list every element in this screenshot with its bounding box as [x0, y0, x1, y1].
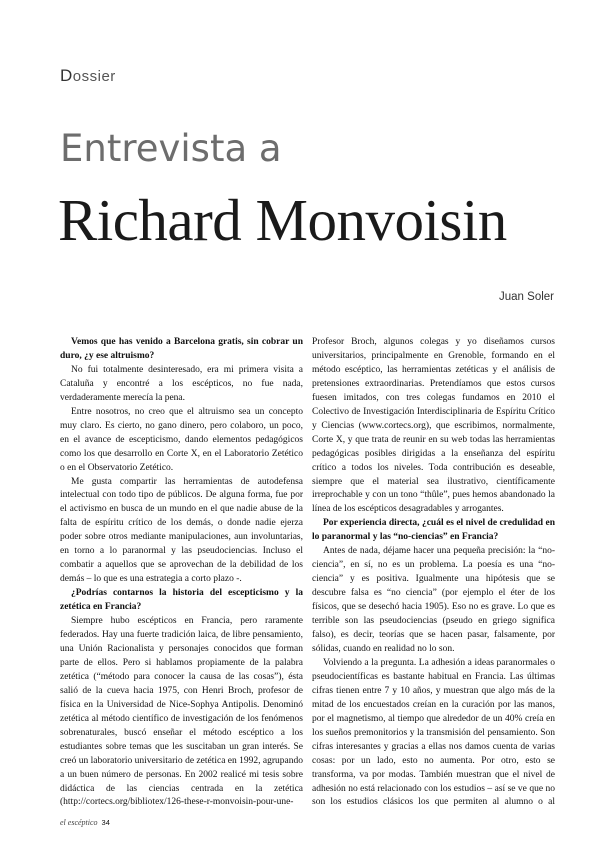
text-column-right — [312, 336, 555, 811]
question-paragraph: Por experiencia directa, ¿cuál es el nivel de credulidad en lo paranormal y las “no-ciencias” en Francia? — [312, 518, 555, 543]
interviewee-name: Richard Monvoisin — [58, 187, 507, 253]
answer-paragraph: Antes de nada, déjame hacer una pequeña precisión: la “no-ciencia”, en sí, no es un problema. La poesía es una “no-ciencia” y es positiva. Igualmente una hipótesis que se descubre falsa es “no ciencia” (por ejemplo el éter de los físicos, que se desechó hacia 1905). Eso no es grave. Lo que es terrible son las pseudociencias (pseudo en griego significa falso), es decir, teorías que se hacen pasar, falsamente, por sólidas, cuando en realidad no lo son. — [312, 546, 555, 654]
answer-paragraph: Me gusta compartir las herramientas de autodefensa intelectual con todo tipo de públicos. De alguna forma, fue por el activismo en busca de un mundo en el que nadie abuse de la falta de espíritu crítico de los demás, o donde nadie ejerza poder sobre otros mediante manipulaciones, aun involuntarias, en torno a lo paranormal y las pseudociencias. Incluso el combatir a aquellos que se aprovechan de la debilidad de los demás – lo que es una estrategia a corto plazo -. — [60, 476, 303, 585]
question-paragraph: ¿Podrías contarnos la historia del escepticismo y la zetética en Francia? — [60, 588, 303, 613]
page-number: 34 — [101, 818, 110, 827]
section-label-initial: D — [60, 66, 73, 85]
section-label — [60, 66, 116, 86]
article-author: Juan Soler — [499, 291, 554, 303]
magazine-name: el escéptico — [60, 818, 98, 827]
page-footer — [60, 818, 110, 827]
answer-paragraph: No fui totalmente desinteresado, era mi primera visita a Cataluña y encontré a los escépticos, no fue nada, verdaderamente merecía la pena. — [60, 364, 303, 403]
text-column-left — [60, 336, 303, 811]
section-label-rest: ossier — [72, 68, 116, 85]
answer-paragraph: Volviendo a la pregunta. La adhesión a ideas paranormales o pseudocientíficas es bastante habitual en Francia. Las últimas cifras tienen entre 7 y 10 años, y muestran que algo más de la mitad de los encuestados creían en la curación por las manos, por el magnetismo, al tiempo que alrededor de un 40% creía en los sueños premonitorios y la transmisión del pensamiento. Son cifras interesantes y gracias a ellas nos damos cuenta de varias cosas: por un lado, esto no aumenta. Por otro, esto se transforma, va por modas. También muestran que el nivel de adhesión no está relacionado con los estudios – así se ve que no son los estudios clásicos los que permiten al alumno o al — [312, 657, 555, 808]
interview-kicker: Entrevista a — [60, 127, 282, 170]
continued-paragraph: Profesor Broch, algunos colegas y yo diseñamos cursos universitarios, principalmente en Grenoble, formando en el método escéptico, las herramientas zetéticas y el análisis de pretensiones extraordinarias. Pretendíamos que estos cursos fuesen imitados, con tres colegas fundamos en 2010 el Colectivo de Investigación Interdisciplinaria de Espíritu Crítico y Ciencias (www.cortecs.org), que escribimos, normalmente, Corte X, y que trata de reunir en su web todas las herramientas pedagógicas posibles dirigidas a la enseñanza del espíritu crítico a todos los niveles. Toda contribución es deseable, siempre que el material sea ilustrativo, científicamente irreprochable y con un tono “thûle”, pues hemos abandonado la línea de los escépticos desagradables y arrogantes. — [312, 337, 555, 515]
answer-paragraph: Siempre hubo escépticos en Francia, pero raramente federados. Hay una fuerte tradición laica, de libre pensamiento, una Unión Racionalista y personajes conocidos que forman parte de ellos. Pero si hablamos propiamente de la palabra zetética (“método para conocer la causa de las cosas”), ésta salió de la cueva hacia 1975, con Henri Broch, profesor de física en la Universidad de Nice-Sophya Antipolis. Denominó zetética al método científico de investigación de los fenómenos sobrenaturales, buscó enseñar el método escéptico a los estudiantes sobre temas que les suscitaban un gran interés. Se creó un laboratorio universitario de zetética en 1992, agrupando a un buen número de personas. En 2002 realicé mi tesis sobre didáctica de las ciencias centrada en la zetética (http://cortecs.org/bibliotex/126-these-r-monvoisin-pour-une- — [60, 616, 303, 808]
question-paragraph: Vemos que has venido a Barcelona gratis, sin cobrar un duro, ¿y ese altruismo? — [60, 337, 303, 361]
answer-paragraph: Entre nosotros, no creo que el altruismo sea un concepto muy claro. Es cierto, no gano dinero, pero colaboro, un poco, en el avance de escepticismo, dando elementos pedagógicos como los que desarrollo en Corte X, en el Laboratorio Zetético o en el Observatorio Zetético. — [60, 406, 303, 473]
